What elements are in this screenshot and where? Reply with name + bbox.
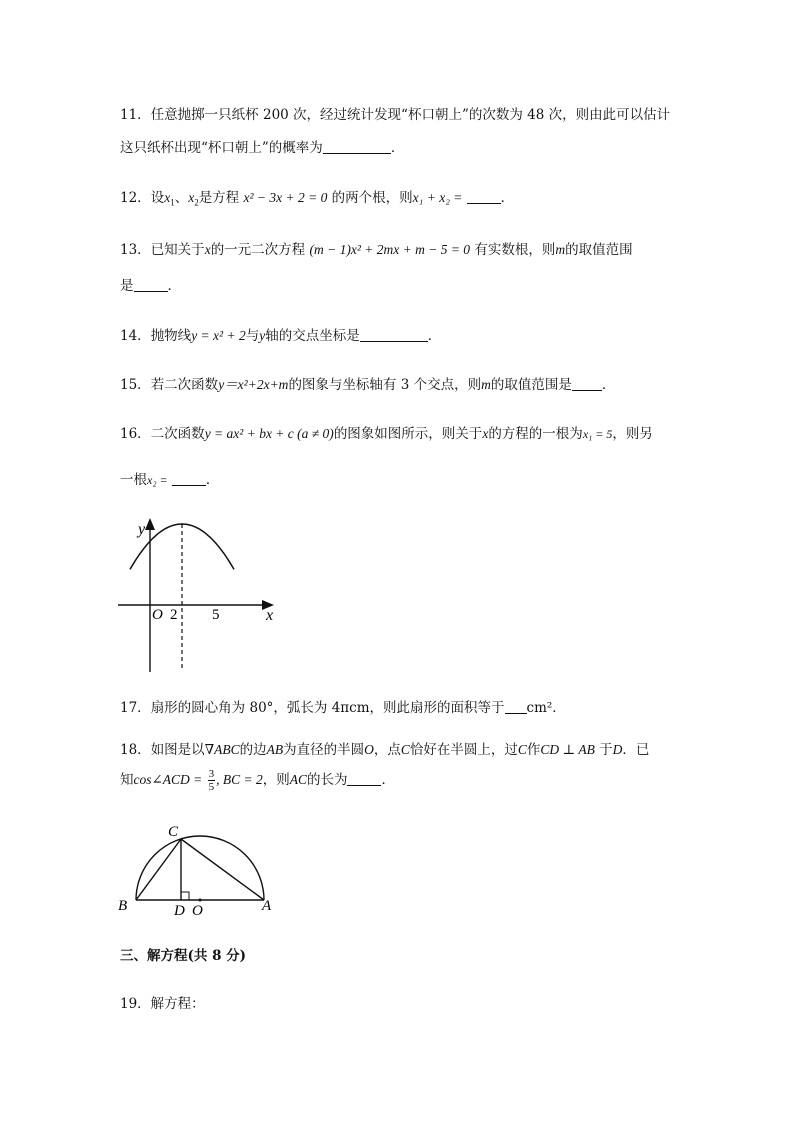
point-c-label: C	[168, 824, 179, 840]
q19-line: 19．解方程：	[120, 996, 205, 1012]
q18-line1: 18．如图是以∇ABC的边AB为直径的半圆O，点C恰好在半圆上，过C作CD ⊥ AB 于D．已	[120, 742, 650, 758]
q14-line: 14．抛物线y = x² + 2与y轴的交点坐标是 ．	[120, 328, 442, 344]
q11-line2: 这只纸杯出现“杯口朝上”的概率为 ．	[120, 140, 405, 156]
answer-blank[interactable]	[134, 279, 168, 292]
q13-line2: 是 ．	[120, 278, 181, 294]
answer-blank[interactable]	[172, 473, 206, 486]
parabola-figure	[112, 512, 292, 682]
answer-blank[interactable]	[505, 701, 527, 714]
semicircle-arc	[136, 836, 264, 900]
semicircle-figure	[112, 820, 282, 920]
y-label: y	[138, 521, 146, 538]
q17-line: 17．扇形的圆心角为 80°，弧长为 4πcm，则此扇形的面积等于 cm²．	[120, 700, 566, 716]
tick-label-2: 2	[170, 607, 178, 623]
q16-line2: 一根x₂ = ．	[120, 472, 220, 488]
segment-ca	[181, 839, 264, 900]
point-b-label: B	[118, 898, 128, 914]
center-point	[199, 899, 202, 902]
answer-blank[interactable]	[467, 191, 501, 204]
answer-blank[interactable]	[572, 378, 602, 391]
q15-line: 15．若二次函数y＝x²+2x+m的图象与坐标轴有 3 个交点，则m的取值范围是 ．	[120, 377, 616, 393]
q18-line2: 知cos∠ACD = $\frac{3}{5}$ , BC = 2，则AC的长为 ．	[120, 768, 395, 793]
fraction-three-fifths: $\frac{3}{5}$	[208, 768, 215, 793]
tick-label-5: 5	[212, 607, 220, 623]
point-a-label: A	[262, 898, 272, 914]
q11-line1: 11．任意抛掷一只纸杯 200 次，经过统计发现“杯口朝上”的次数为 48 次，则由此可以估计	[120, 107, 671, 123]
q13-line1: 13．已知关于x的一元二次方程 (m − 1)x² + 2mx + m − 5 = 0 有实数根，则m的取值范围	[120, 242, 633, 258]
section-heading: 三、解方程(共 8 分)	[120, 948, 247, 964]
x-label: x	[266, 607, 274, 624]
point-d-label: D	[174, 903, 185, 919]
q16-line1: 16．二次函数y = ax² + bx + c (a ≠ 0)的图象如图所示，则关于x的方程的一根为x₁ = 5，则另	[120, 426, 653, 442]
answer-blank[interactable]	[323, 141, 391, 154]
q12-line: 12．设$x_1$、$x_2$是方程 x² − 3x + 2 = 0 的两个根，则x₁ + x₂ = ．	[120, 190, 515, 208]
right-angle-mark	[181, 892, 189, 900]
answer-blank[interactable]	[347, 773, 381, 786]
y-axis-arrow	[145, 518, 155, 530]
answer-blank[interactable]	[360, 329, 428, 342]
point-o-label: O	[192, 903, 203, 919]
origin-label: O	[152, 607, 163, 623]
